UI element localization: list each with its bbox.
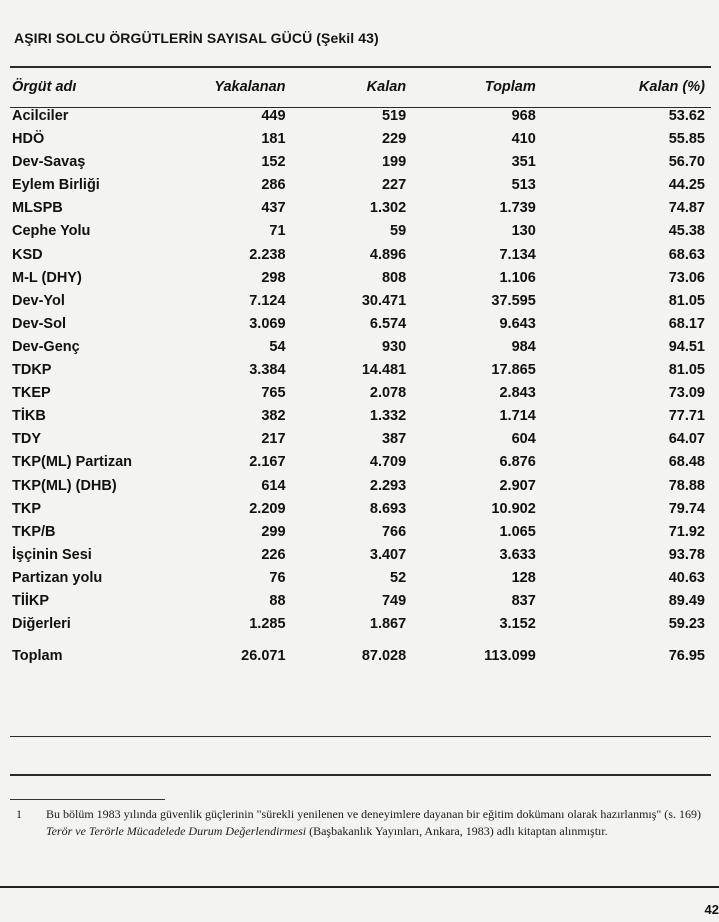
org-name: Partizan yolu: [12, 569, 103, 586]
remaining-count: 8.693: [369, 500, 407, 517]
caught-count: 181: [261, 131, 286, 148]
remaining-pct: 68.63: [668, 246, 705, 263]
remaining-pct: 56.70: [668, 154, 705, 171]
total-count: 3.152: [499, 616, 536, 633]
remaining-pct: 64.07: [668, 431, 705, 448]
table-row: [10, 313, 711, 336]
org-name: Dev-Sol: [12, 315, 66, 332]
caught-count: 3.069: [249, 315, 286, 332]
table-row: [10, 567, 711, 590]
total-count: 984: [511, 338, 536, 355]
header-total: Toplam: [484, 79, 536, 95]
caught-count: 54: [269, 338, 286, 355]
total-count: 37.595: [491, 292, 536, 309]
remaining-count: 387: [381, 431, 407, 448]
page-number: 42: [704, 902, 719, 917]
caught-count: 614: [261, 477, 286, 494]
remaining-pct: 78.88: [668, 477, 705, 494]
caught-count: 2.167: [249, 454, 286, 471]
caught-count: 217: [261, 431, 286, 448]
remaining-pct: 45.38: [668, 223, 705, 240]
footnote-text-part1: Bu bölüm 1983 yılında güvenlik güçlerinin "sürekli yenilenen ve deneyimlere dayanan bir eğitim dokümanı olarak hazırlanmış" (s. 169): [46, 807, 701, 821]
table-row: [10, 405, 711, 428]
remaining-count: 930: [381, 338, 407, 355]
org-name: Cephe Yolu: [12, 223, 91, 240]
remaining-count: 1.332: [369, 408, 407, 425]
caught-count: 88: [269, 592, 286, 609]
org-name: Dev-Savaş: [12, 154, 86, 171]
total-count: 1.106: [499, 269, 536, 286]
caught-count: 382: [261, 408, 286, 425]
org-name: Dev-Yol: [12, 292, 65, 309]
total-count: 2.843: [499, 385, 536, 402]
table-body: [10, 105, 711, 636]
caught-count: 2.238: [249, 246, 286, 263]
table-row: [10, 521, 711, 544]
total-row: [10, 636, 711, 676]
table-row: [10, 498, 711, 521]
caught-count: 286: [261, 177, 286, 194]
total-remaining: 87.028: [361, 648, 407, 665]
total-pct: 76.95: [668, 648, 705, 665]
table-row: [10, 151, 711, 174]
page-bottom-rule: [0, 886, 719, 888]
remaining-pct: 74.87: [668, 200, 705, 217]
remaining-pct: 55.85: [668, 131, 705, 148]
total-total: 113.099: [484, 648, 536, 665]
remaining-pct: 77.71: [668, 408, 705, 425]
remaining-pct: 40.63: [668, 569, 705, 586]
total-count: 410: [511, 131, 536, 148]
caught-count: 765: [261, 385, 286, 402]
remaining-count: 2.078: [369, 385, 407, 402]
remaining-count: 227: [381, 177, 407, 194]
total-count: 7.134: [499, 246, 536, 263]
header-remaining: Kalan: [366, 79, 407, 95]
caught-count: 449: [261, 108, 286, 124]
remaining-pct: 73.06: [668, 269, 705, 286]
org-name: TKP(ML) Partizan: [12, 454, 133, 471]
total-count: 128: [511, 569, 536, 586]
total-count: 1.065: [499, 523, 536, 540]
footnote-number: 1: [16, 807, 22, 821]
remaining-count: 30.471: [361, 292, 407, 309]
table-row: [10, 359, 711, 382]
table-row: [10, 128, 711, 151]
total-count: 351: [511, 154, 536, 171]
footnote-book-title: Terör ve Terörle Mücadelede Durum Değerlendirmesi: [46, 824, 307, 838]
caught-count: 71: [269, 223, 286, 240]
organizations-table: [10, 69, 711, 676]
remaining-count: 519: [381, 108, 407, 124]
table-row: [10, 382, 711, 405]
remaining-count: 749: [381, 592, 407, 609]
remaining-pct: 81.05: [668, 362, 705, 379]
table-top-rule: [10, 66, 711, 68]
caught-count: 226: [261, 546, 286, 563]
table-row: [10, 590, 711, 613]
total-count: 1.714: [499, 408, 536, 425]
table-row: [10, 220, 711, 243]
total-count: 968: [511, 108, 536, 124]
remaining-pct: 93.78: [668, 546, 705, 563]
total-top-rule: [10, 736, 711, 737]
org-name: Dev-Genç: [12, 338, 80, 355]
remaining-count: 808: [381, 269, 407, 286]
caught-count: 76: [269, 569, 286, 586]
page-title: AŞIRI SOLCU ÖRGÜTLERİN SAYISAL GÜCÜ (Şekil 43): [14, 30, 379, 46]
table-row: [10, 105, 711, 128]
total-count: 17.865: [491, 362, 536, 379]
remaining-count: 3.407: [369, 546, 407, 563]
caught-count: 152: [261, 154, 286, 171]
total-count: 2.907: [499, 477, 536, 494]
total-count: 3.633: [499, 546, 536, 563]
remaining-pct: 53.62: [668, 108, 705, 124]
org-name: KSD: [12, 246, 43, 263]
org-name: TKEP: [12, 385, 51, 402]
table-row: [10, 475, 711, 498]
remaining-count: 766: [381, 523, 407, 540]
remaining-pct: 68.48: [668, 454, 705, 471]
total-count: 1.739: [499, 200, 536, 217]
header-name: Örgüt adı: [12, 79, 77, 95]
total-count: 604: [511, 431, 536, 448]
total-count: 6.876: [499, 454, 536, 471]
org-name: Diğerleri: [12, 616, 71, 633]
footnote-separator: [10, 799, 165, 800]
remaining-count: 1.867: [369, 616, 407, 633]
table-row: [10, 613, 711, 636]
table-row: [10, 451, 711, 474]
table-row: [10, 267, 711, 290]
caught-count: 298: [261, 269, 286, 286]
org-name: MLSPB: [12, 200, 63, 217]
org-name: HDÖ: [12, 131, 45, 148]
remaining-count: 4.896: [369, 246, 407, 263]
caught-count: 1.285: [249, 616, 286, 633]
footnote-text: [46, 806, 714, 840]
remaining-count: 59: [390, 223, 407, 240]
org-name: TKP: [12, 500, 41, 517]
org-name: TKP(ML) (DHB): [12, 477, 117, 494]
table-row: [10, 290, 711, 313]
total-count: 10.902: [491, 500, 536, 517]
remaining-pct: 71.92: [668, 523, 705, 540]
table-row: [10, 336, 711, 359]
table-row: [10, 244, 711, 267]
table-row: [10, 428, 711, 451]
total-count: 130: [511, 223, 536, 240]
table-row: [10, 197, 711, 220]
total-label: Toplam: [12, 648, 63, 665]
remaining-count: 4.709: [369, 454, 407, 471]
remaining-pct: 79.74: [668, 500, 705, 517]
total-count: 513: [511, 177, 536, 194]
org-name: Eylem Birliği: [12, 177, 100, 194]
org-name: M-L (DHY): [12, 269, 82, 286]
remaining-count: 52: [390, 569, 407, 586]
remaining-pct: 73.09: [668, 385, 705, 402]
footnote-text-part2: (Başbakanlık Yayınları, Ankara, 1983) adlı kitaptan alınmıştır.: [306, 824, 608, 838]
table-header-row: [10, 69, 711, 105]
remaining-pct: 94.51: [668, 338, 705, 355]
remaining-count: 14.481: [361, 362, 407, 379]
caught-count: 3.384: [249, 362, 286, 379]
caught-count: 2.209: [249, 500, 286, 517]
header-caught: Yakalanan: [214, 79, 286, 95]
remaining-count: 199: [381, 154, 407, 171]
remaining-count: 6.574: [369, 315, 407, 332]
remaining-count: 229: [381, 131, 407, 148]
org-name: TİİKP: [12, 592, 50, 609]
org-name: İşçinin Sesi: [12, 546, 92, 563]
caught-count: 299: [261, 523, 286, 540]
org-name: TDY: [12, 431, 41, 448]
remaining-pct: 44.25: [668, 177, 705, 194]
remaining-count: 2.293: [369, 477, 407, 494]
total-count: 837: [511, 592, 536, 609]
remaining-pct: 59.23: [668, 616, 705, 633]
caught-count: 7.124: [249, 292, 286, 309]
remaining-pct: 89.49: [668, 592, 705, 609]
org-name: TKP/B: [12, 523, 56, 540]
org-name: TİKB: [12, 408, 46, 425]
table-bottom-rule: [10, 774, 711, 776]
total-caught: 26.071: [241, 648, 286, 665]
remaining-count: 1.302: [369, 200, 407, 217]
header-remaining-pct: Kalan (%): [638, 79, 705, 95]
org-name: Acilciler: [12, 108, 69, 124]
remaining-pct: 68.17: [668, 315, 705, 332]
total-count: 9.643: [499, 315, 536, 332]
remaining-pct: 81.05: [668, 292, 705, 309]
caught-count: 437: [261, 200, 286, 217]
table-row: [10, 544, 711, 567]
org-name: TDKP: [12, 362, 52, 379]
table-row: [10, 174, 711, 197]
